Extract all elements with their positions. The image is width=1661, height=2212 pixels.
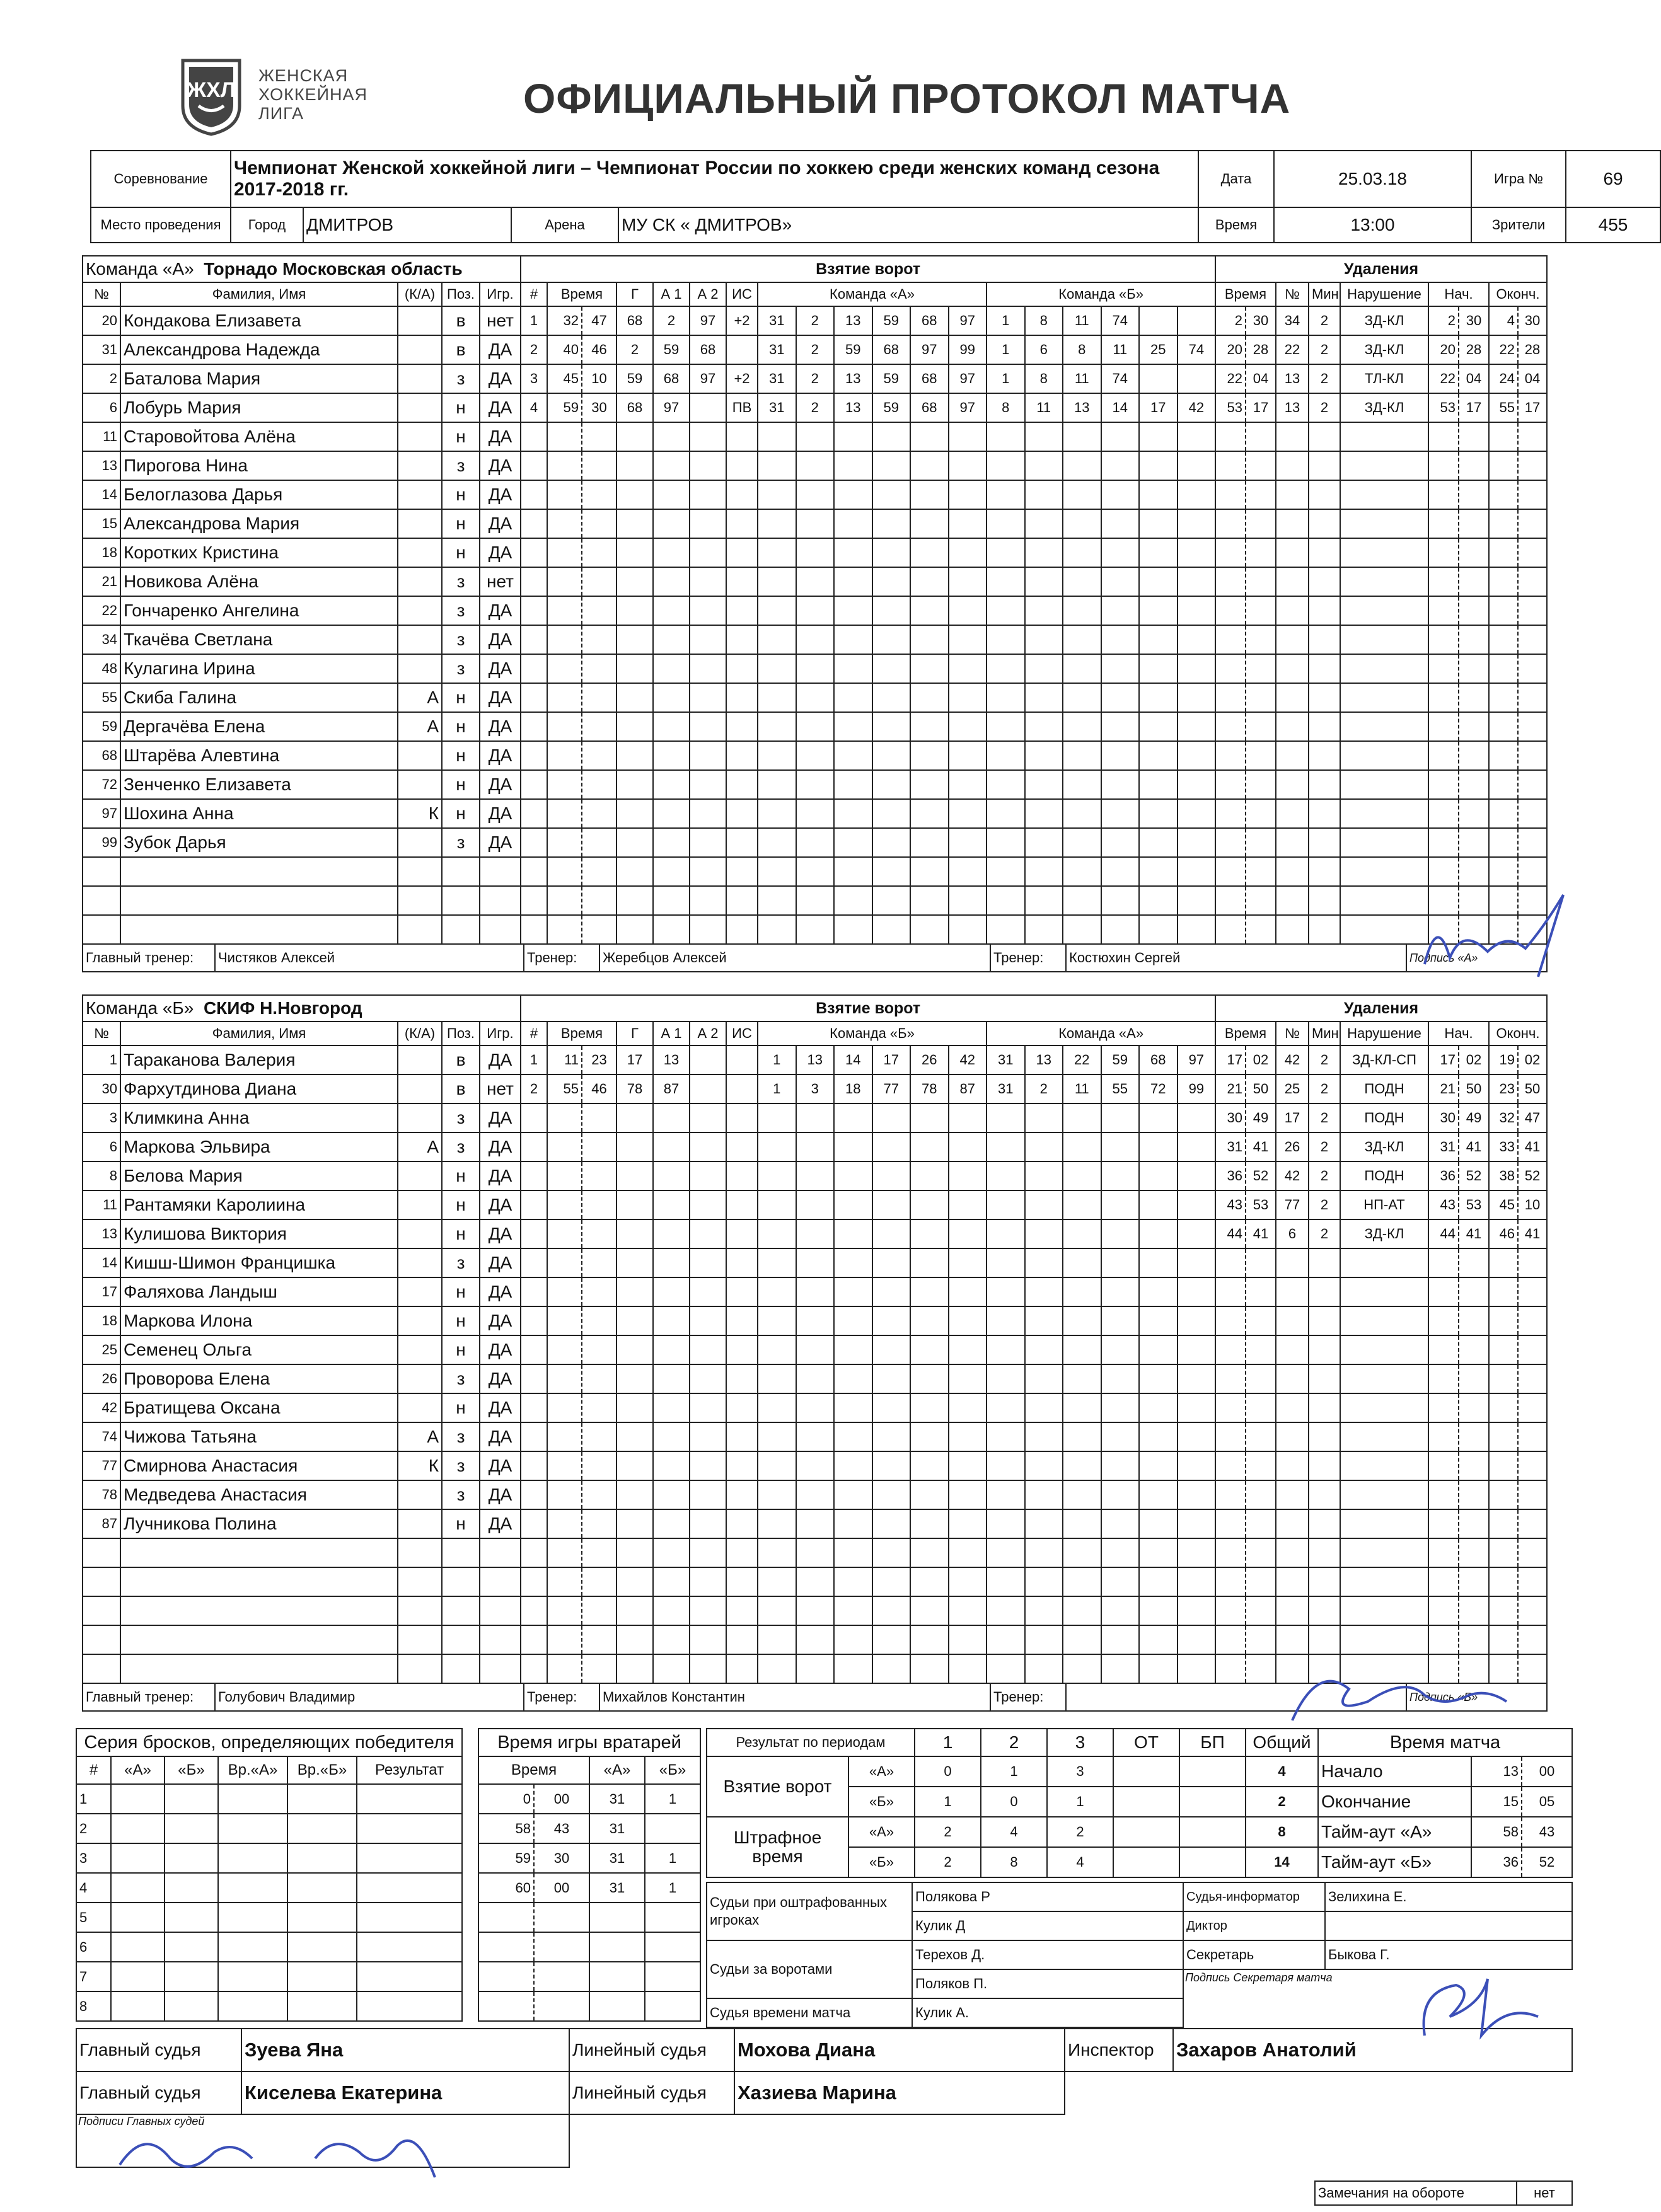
coach-2: Костюхин Сергей bbox=[1066, 944, 1406, 972]
player-row: 13 Пирогова Нина з ДА bbox=[83, 451, 521, 480]
team_b-roster-table: Команда «Б» СКИФ Н.Новгород № Фамилия, Имя (К/А) Поз. Игр. 1 Тараканова Валерия в ДА 30 Фархутдинова Диана в нет 3 Климкина Анна з ДА 6 Маркова Эльвира А з ДА 8 Белова Мария н ДА 11 Рантамяки Каролиина н ДА 13 Кулишова Виктория н ДА 14 Кишш-Шимон Францишка з ДА 17 Фаляхова Ландыш н ДА 18 Маркова Илона н ДА 25 Семенец Ольга н ДА 26 Проворова Елена з ДА 42 Братищева Оксана н ДА 74 Чижова Татьяна А з ДА 77 Смирнова Анастасия К з ДА 78 Медведева Анастасия з ДА 87 Лучникова Полина н ДА bbox=[82, 994, 521, 1684]
head-coach: Голубович Владимир bbox=[215, 1683, 524, 1711]
spectators: 455 bbox=[1566, 207, 1660, 243]
player-name: Климкина Анна bbox=[120, 1103, 398, 1132]
player-row: 6 Лобурь Мария н ДА bbox=[83, 393, 521, 422]
player-name: Фаляхова Ландыш bbox=[120, 1277, 398, 1306]
team_b-coaches: Главный тренер: Голубович Владимир Тренер: Михайлов Константин Тренер: Подпись «Б» bbox=[82, 1683, 1548, 1712]
player-row: 17 Фаляхова Ландыш н ДА bbox=[83, 1277, 521, 1306]
player-name: Лобурь Мария bbox=[120, 393, 398, 422]
player-row: 26 Проворова Елена з ДА bbox=[83, 1364, 521, 1393]
player-row: 78 Медведева Анастасия з ДА bbox=[83, 1480, 521, 1509]
city: ДМИТРОВ bbox=[303, 207, 511, 243]
player-name: Семенец Ольга bbox=[120, 1335, 398, 1364]
signature-secretary bbox=[1406, 1966, 1551, 2048]
match-time-row: Начало 13 00 bbox=[1318, 1756, 1572, 1787]
player-name: Белоглазова Дарья bbox=[120, 480, 398, 509]
linesman-1: Мохова Диана bbox=[734, 2029, 1065, 2071]
period-results-table: Результат по периодам 1 2 3 ОТ БП Общий Взятие ворот «А» 0 1 3 4 «Б» 1 0 1 2 Штрафное время «А» 2 4 2 8 «Б» 2 8 4 14 bbox=[706, 1728, 1319, 1878]
player-row: 68 Штарёва Алевтина н ДА bbox=[83, 741, 521, 770]
penalty-row: 21 50 25 2 ПОДН 21 50 23 50 bbox=[1215, 1074, 1547, 1103]
penalty-row: 31 41 26 2 ЗД-КЛ 31 41 33 41 bbox=[1215, 1132, 1547, 1161]
player-name: Дергачёва Елена bbox=[120, 712, 398, 741]
player-name: Зенченко Елизавета bbox=[120, 770, 398, 799]
coach-1: Жеребцов Алексей bbox=[599, 944, 990, 972]
player-row: 18 Коротких Кристина н ДА bbox=[83, 538, 521, 567]
goalie-row: 0 00 31 1 bbox=[478, 1784, 700, 1814]
logo-abbr: ЖХЛ bbox=[187, 78, 236, 102]
player-name: Шохина Анна bbox=[120, 799, 398, 828]
player-row: 97 Шохина Анна К н ДА bbox=[83, 799, 521, 828]
player-name: Кишш-Шимон Францишка bbox=[120, 1248, 398, 1277]
match-info-table: Соревнование Чемпионат Женской хоккейной лиги – Чемпионат России по хоккею среди женских команд сезона 2017-2018 гг. Дата 25.03.18 Игра № 69 Место проведения Город ДМИТРОВ Арена МУ СК « ДМИТРОВ» Время 13:00 Зрители 455 bbox=[90, 150, 1661, 243]
player-row: 2 Баталова Мария з ДА bbox=[83, 364, 521, 393]
player-name: Старовойтова Алёна bbox=[120, 422, 398, 451]
player-row: 3 Климкина Анна з ДА bbox=[83, 1103, 521, 1132]
player-row: 31 Александрова Надежда в ДА bbox=[83, 335, 521, 364]
goal-row: 3 45 10 59 68 97 +2 31 2 13 59 68 97 1 8 11 74 bbox=[521, 364, 1215, 393]
player-name: Смирнова Анастасия bbox=[120, 1451, 398, 1480]
player-row: 87 Лучникова Полина н ДА bbox=[83, 1509, 521, 1538]
referee-2: Киселева Екатерина bbox=[241, 2071, 569, 2114]
player-name: Маркова Эльвира bbox=[120, 1132, 398, 1161]
officials-table: Судьи при оштрафованных игроках Полякова Р Кулик Д Судьи за воротами Терехов Д. Поляков П. Судья времени матча Кулик А. bbox=[706, 1882, 1184, 2028]
coach-1: Михайлов Константин bbox=[599, 1683, 990, 1711]
player-name: Кондакова Елизавета bbox=[120, 306, 398, 335]
player-row: 42 Братищева Оксана н ДА bbox=[83, 1393, 521, 1422]
player-row: 14 Белоглазова Дарья н ДА bbox=[83, 480, 521, 509]
penalty-row: 44 41 6 2 ЗД-КЛ 44 41 46 41 bbox=[1215, 1219, 1547, 1248]
match-date: 25.03.18 bbox=[1274, 151, 1471, 207]
goal-row: 1 11 23 17 13 1 13 14 17 26 42 31 13 22 59 68 97 bbox=[521, 1046, 1215, 1074]
player-name: Рантамяки Каролиина bbox=[120, 1190, 398, 1219]
team_a-coaches: Главный тренер: Чистяков Алексей Тренер: Жеребцов Алексей Тренер: Костюхин Сергей Подпись «А» bbox=[82, 943, 1548, 972]
player-name: Чижова Татьяна bbox=[120, 1422, 398, 1451]
period-row: Штрафное время «А» 2 4 2 8 bbox=[707, 1817, 1318, 1847]
player-row: 99 Зубок Дарья з ДА bbox=[83, 828, 521, 857]
player-name: Александрова Надежда bbox=[120, 335, 398, 364]
penalty-row: 17 02 42 2 ЗД-КЛ-СП 17 02 19 02 bbox=[1215, 1046, 1547, 1074]
game-number: 69 bbox=[1566, 151, 1660, 207]
team_a-penalties-table: Удаления Время № Мин Нарушение Нач. Оконч. 2 30 34 2 ЗД-КЛ 2 30 4 30 20 28 22 2 ЗД-КЛ 20 28 22 28 22 04 13 2 ТЛ-КЛ 22 04 24 04 53 17 13 2 ЗД-КЛ 53 17 55 17 bbox=[1215, 255, 1548, 945]
player-name: Кулишова Виктория bbox=[120, 1219, 398, 1248]
player-name: Гончаренко Ангелина bbox=[120, 596, 398, 625]
player-row: 20 Кондакова Елизавета в нет bbox=[83, 306, 521, 335]
player-name: Александрова Мария bbox=[120, 509, 398, 538]
league-logo bbox=[170, 55, 252, 137]
goalie-time-table: Время игры вратарей Время «А» «Б» 0 00 31 1 58 43 31 59 30 31 1 60 00 31 1 bbox=[478, 1728, 701, 2022]
player-name: Белова Мария bbox=[120, 1161, 398, 1190]
penalty-row: 53 17 13 2 ЗД-КЛ 53 17 55 17 bbox=[1215, 393, 1547, 422]
competition-name: Чемпионат Женской хоккейной лиги – Чемпионат России по хоккею среди женских команд сезона 2017-2018 гг. bbox=[231, 151, 1198, 207]
match-start-time: 13:00 bbox=[1274, 207, 1471, 243]
player-row: 1 Тараканова Валерия в ДА bbox=[83, 1046, 521, 1074]
shootout-table: Серия бросков, определяющих победителя # «А» «Б» Вр.«А» Вр.«Б» Результат 1 2 3 4 5 6 7 8 bbox=[76, 1728, 463, 2022]
player-name: Проворова Елена bbox=[120, 1364, 398, 1393]
team_a-goals-table: Взятие ворот # Время Г А 1 А 2 ИС Команда «А» Команда «Б» 1 32 47 68 2 97 +2 31 2 13 59 68 97 1 8 11 74 2 40 46 2 59 68 31 2 59 68 97 99 1 6 8 11 25 74 3 45 10 59 68 97 +2 31 2 13 59 68 97 1 8 11 74 4 59 30 68 97 ПВ 31 2 13 59 68 97 8 11 13 14 17 42 bbox=[520, 255, 1216, 945]
penalty-row: 30 49 17 2 ПОДН 30 49 32 47 bbox=[1215, 1103, 1547, 1132]
player-row: 59 Дергачёва Елена А н ДА bbox=[83, 712, 521, 741]
player-row: 6 Маркова Эльвира А з ДА bbox=[83, 1132, 521, 1161]
inspector-table: Инспектор Захаров Анатолий bbox=[1064, 2028, 1573, 2072]
goal-row: 1 32 47 68 2 97 +2 31 2 13 59 68 97 1 8 11 74 bbox=[521, 306, 1215, 335]
goal-row: 4 59 30 68 97 ПВ 31 2 13 59 68 97 8 11 13 14 17 42 bbox=[521, 393, 1215, 422]
player-name: Братищева Оксана bbox=[120, 1393, 398, 1422]
team_a-name: Торнадо Московская область bbox=[204, 259, 463, 279]
player-name: Лучникова Полина bbox=[120, 1509, 398, 1538]
player-row: 48 Кулагина Ирина з ДА bbox=[83, 654, 521, 683]
player-row: 11 Рантамяки Каролиина н ДА bbox=[83, 1190, 521, 1219]
player-row: 8 Белова Мария н ДА bbox=[83, 1161, 521, 1190]
match-time-table: Время матча Начало 13 00 Окончание 15 05 Тайм-аут «А» 58 43 Тайм-аут «Б» 36 52 bbox=[1317, 1728, 1573, 1878]
player-row: 18 Маркова Илона н ДА bbox=[83, 1306, 521, 1335]
period-row: «Б» 2 8 4 14 bbox=[707, 1847, 1318, 1877]
penalty-row: 43 53 77 2 НП-АТ 43 53 45 10 bbox=[1215, 1190, 1547, 1219]
player-row: 55 Скиба Галина А н ДА bbox=[83, 683, 521, 712]
match-time-row: Тайм-аут «А» 58 43 bbox=[1318, 1817, 1572, 1847]
player-name: Кулагина Ирина bbox=[120, 654, 398, 683]
penalty-row: 2 30 34 2 ЗД-КЛ 2 30 4 30 bbox=[1215, 306, 1547, 335]
player-row: 11 Старовойтова Алёна н ДА bbox=[83, 422, 521, 451]
remarks-table: Замечания на обороте нет bbox=[1314, 2180, 1573, 2206]
team_b-penalties-table: Удаления Время № Мин Нарушение Нач. Оконч. 17 02 42 2 ЗД-КЛ-СП 17 02 19 02 21 50 25 2 ПОДН 21 50 23 50 30 49 17 2 ПОДН 30 49 32 47 31 41 26 2 ЗД-КЛ 31 41 33 41 36 52 42 2 ПОДН 36 52 38 52 43 53 77 2 НП-АТ 43 53 45 10 44 41 6 2 ЗД-КЛ 44 41 46 41 bbox=[1215, 994, 1548, 1684]
team_a-label: Команда «А» bbox=[86, 259, 194, 279]
penalty-row: 36 52 42 2 ПОДН 36 52 38 52 bbox=[1215, 1161, 1547, 1190]
player-row: 22 Гончаренко Ангелина з ДА bbox=[83, 596, 521, 625]
player-name: Коротких Кристина bbox=[120, 538, 398, 567]
player-row: 14 Кишш-Шимон Францишка з ДА bbox=[83, 1248, 521, 1277]
player-name: Баталова Мария bbox=[120, 364, 398, 393]
arena: МУ СК « ДМИТРОВ» bbox=[618, 207, 1198, 243]
match-time-row: Тайм-аут «Б» 36 52 bbox=[1318, 1847, 1572, 1877]
goalie-row: 58 43 31 bbox=[478, 1814, 700, 1843]
team_b-label: Команда «Б» bbox=[86, 998, 194, 1018]
league-name: ЖЕНСКАЯ ХОККЕЙНАЯ ЛИГА bbox=[258, 66, 368, 123]
player-row: 74 Чижова Татьяна А з ДА bbox=[83, 1422, 521, 1451]
player-row: 15 Александрова Мария н ДА bbox=[83, 509, 521, 538]
team_b-name: СКИФ Н.Новгород bbox=[203, 998, 362, 1018]
player-row: 21 Новикова Алёна з нет bbox=[83, 567, 521, 596]
linesman-2: Хазиева Марина bbox=[734, 2071, 1065, 2114]
player-name: Медведева Анастасия bbox=[120, 1480, 398, 1509]
referees-table: Главный судья Зуева Яна Линейный судья Мохова Диана Главный судья Киселева Екатерина Линейный судья Хазиева Марина bbox=[76, 2028, 1065, 2115]
goalie-row: 59 30 31 1 bbox=[478, 1843, 700, 1873]
player-name: Маркова Илона bbox=[120, 1306, 398, 1335]
player-name: Тараканова Валерия bbox=[120, 1046, 398, 1074]
player-row: 72 Зенченко Елизавета н ДА bbox=[83, 770, 521, 799]
player-row: 34 Ткачёва Светлана з ДА bbox=[83, 625, 521, 654]
head-coach: Чистяков Алексей bbox=[215, 944, 524, 972]
period-row: Взятие ворот «А» 0 1 3 4 bbox=[707, 1756, 1318, 1787]
player-name: Скиба Галина bbox=[120, 683, 398, 712]
player-row: 30 Фархутдинова Диана в нет bbox=[83, 1074, 521, 1103]
player-name: Ткачёва Светлана bbox=[120, 625, 398, 654]
goal-row: 2 55 46 78 87 1 3 18 77 78 87 31 2 11 55 72 99 bbox=[521, 1074, 1215, 1103]
informer-table: Судья-информатор Зелихина Е. Диктор Секретарь Быкова Г. bbox=[1183, 1882, 1573, 1970]
player-row: 13 Кулишова Виктория н ДА bbox=[83, 1219, 521, 1248]
page-title: ОФИЦИАЛЬНЫЙ ПРОТОКОЛ МАТЧА bbox=[523, 75, 1291, 122]
referee-1: Зуева Яна bbox=[241, 2029, 569, 2071]
goal-row: 2 40 46 2 59 68 31 2 59 68 97 99 1 6 8 11 25 74 bbox=[521, 335, 1215, 364]
player-name: Пирогова Нина bbox=[120, 451, 398, 480]
signature-b bbox=[1280, 1651, 1519, 1739]
signature-a bbox=[1412, 889, 1582, 983]
goalie-row: 60 00 31 1 bbox=[478, 1873, 700, 1903]
penalty-row: 20 28 22 2 ЗД-КЛ 20 28 22 28 bbox=[1215, 335, 1547, 364]
player-row: 77 Смирнова Анастасия К з ДА bbox=[83, 1451, 521, 1480]
match-time-row: Окончание 15 05 bbox=[1318, 1787, 1572, 1817]
signature-referees bbox=[107, 2114, 460, 2190]
player-row: 25 Семенец Ольга н ДА bbox=[83, 1335, 521, 1364]
period-row: «Б» 1 0 1 2 bbox=[707, 1787, 1318, 1817]
inspector: Захаров Анатолий bbox=[1173, 2029, 1572, 2071]
penalty-row: 22 04 13 2 ТЛ-КЛ 22 04 24 04 bbox=[1215, 364, 1547, 393]
player-name: Новикова Алёна bbox=[120, 567, 398, 596]
team_b-goals-table: Взятие ворот # Время Г А 1 А 2 ИС Команда «Б» Команда «А» 1 11 23 17 13 1 13 14 17 26 42 31 13 22 59 68 97 2 55 46 78 87 1 3 18 77 78 87 31 2 11 55 72 99 bbox=[520, 994, 1216, 1684]
player-name: Зубок Дарья bbox=[120, 828, 398, 857]
team_a-roster-table: Команда «А» Торнадо Московская область № Фамилия, Имя (К/А) Поз. Игр. 20 Кондакова Елизавета в нет 31 Александрова Надежда в ДА 2 Баталова Мария з ДА 6 Лобурь Мария н ДА 11 Старовойтова Алёна н ДА 13 Пирогова Нина з ДА 14 Белоглазова Дарья н ДА 15 Александрова Мария н ДА 18 Коротких Кристина н ДА 21 Новикова Алёна з нет 22 Гончаренко Ангелина з ДА 34 Ткачёва Светлана з ДА 48 Кулагина Ирина з ДА 55 Скиба Галина А н ДА 59 Дергачёва Елена А н ДА 68 Штарёва Алевтина н ДА 72 Зенченко Елизавета н ДА 97 Шохина Анна К н ДА 99 Зубок Дарья з ДА bbox=[82, 255, 521, 945]
player-name: Фархутдинова Диана bbox=[120, 1074, 398, 1103]
player-name: Штарёва Алевтина bbox=[120, 741, 398, 770]
